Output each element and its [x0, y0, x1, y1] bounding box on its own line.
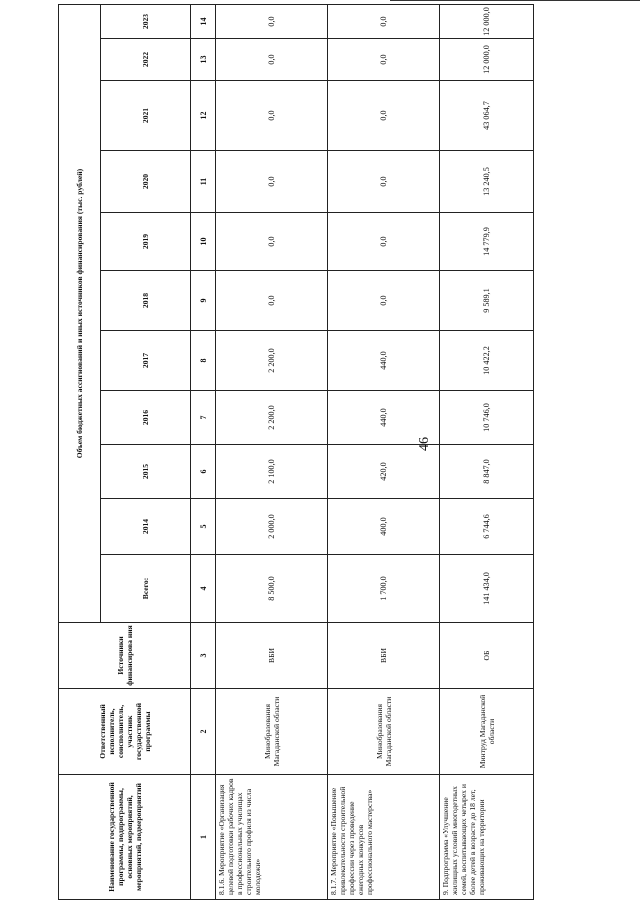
row-year-value: 0,0 — [328, 81, 440, 151]
header-year: 2017 — [101, 331, 191, 391]
row-year-value: 2 200,0 — [216, 391, 328, 445]
column-number: 11 — [191, 151, 216, 213]
row-executor: Минобразования Магаданской области — [216, 689, 328, 775]
column-number: 12 — [191, 81, 216, 151]
row-year-value: 0,0 — [328, 151, 440, 213]
header-year: 2014 — [101, 499, 191, 555]
column-number: 6 — [191, 445, 216, 499]
page-number: 46 — [417, 437, 432, 451]
row-total: 141 434,0 — [440, 555, 534, 623]
budget-table — [58, 4, 534, 900]
header-total: Всего: — [101, 555, 191, 623]
row-year-value: 0,0 — [328, 4, 440, 38]
column-number: 14 — [191, 4, 216, 38]
row-year-value: 14 779,9 — [440, 213, 534, 271]
header-year: 2016 — [101, 391, 191, 445]
column-number: 1 — [191, 775, 216, 900]
row-year-value: 0,0 — [328, 271, 440, 331]
table-row — [440, 4, 534, 899]
column-numbers-row — [191, 4, 216, 899]
rotated-table-container — [58, 5, 533, 900]
row-total: 8 500,0 — [216, 555, 328, 623]
column-number: 7 — [191, 391, 216, 445]
header-year: 2021 — [101, 81, 191, 151]
row-year-value: 10 746,0 — [440, 391, 534, 445]
header-year: 2019 — [101, 213, 191, 271]
row-year-value: 2 200,0 — [216, 331, 328, 391]
header-row-caption — [59, 4, 101, 899]
header-year: 2020 — [101, 151, 191, 213]
column-number: 13 — [191, 39, 216, 81]
row-year-value: 6 744,6 — [440, 499, 534, 555]
table-row — [328, 4, 440, 899]
header-volume-caption: Объем бюджетных ассигнований и иных источников финансирования (тыс. рублей) — [59, 4, 101, 622]
row-executor: Минтруд Магаданской области — [440, 689, 534, 775]
row-program-name: 8.1.6. Мероприятие «Организация целевой подготовки рабочих кадров в профессиональных училищах строительного профиля из числа молодежи» — [216, 775, 328, 900]
row-year-value: 12 000,0 — [440, 4, 534, 38]
row-program-name: 9. Подпрограмма «Улучшение жилищных условий многодетных семей, воспитывающих четырех и более детей в возрасте до 18 лет, проживающих на территории — [440, 775, 534, 900]
row-year-value: 0,0 — [328, 213, 440, 271]
header-program-name: Наименование государственной программы, подпрограммы, основных мероприятий, мероприятий, подмероприятий — [59, 775, 191, 900]
column-number: 3 — [191, 623, 216, 689]
top-right-edge-line — [390, 0, 640, 1]
row-year-value: 0,0 — [328, 39, 440, 81]
column-number: 9 — [191, 271, 216, 331]
column-number: 8 — [191, 331, 216, 391]
row-funding-source: ВБИ — [328, 623, 440, 689]
row-year-value: 8 847,0 — [440, 445, 534, 499]
row-funding-source: ОБ — [440, 623, 534, 689]
row-year-value: 12 000,0 — [440, 39, 534, 81]
row-year-value: 440,0 — [328, 391, 440, 445]
row-year-value: 9 589,1 — [440, 271, 534, 331]
row-year-value: 400,0 — [328, 499, 440, 555]
row-program-name: 8.1.7. Мероприятие «Повышение привлекательности строительной профессии через проведение ежегодных конкурсов профессионального мастерства» — [328, 775, 440, 900]
row-year-value: 10 422,2 — [440, 331, 534, 391]
row-year-value: 2 100,0 — [216, 445, 328, 499]
header-year: 2023 — [101, 4, 191, 38]
row-year-value: 43 064,7 — [440, 81, 534, 151]
column-number: 4 — [191, 555, 216, 623]
column-number: 10 — [191, 213, 216, 271]
header-funding-source: Источники финансирова ния — [59, 623, 191, 689]
row-year-value: 0,0 — [216, 81, 328, 151]
row-year-value: 2 000,0 — [216, 499, 328, 555]
row-year-value: 440,0 — [328, 331, 440, 391]
row-year-value: 0,0 — [216, 39, 328, 81]
row-year-value: 420,0 — [328, 445, 440, 499]
header-executor: Ответственный исполнитель, соисполнитель, участник государственной программы — [59, 689, 191, 775]
row-year-value: 0,0 — [216, 151, 328, 213]
column-number: 2 — [191, 689, 216, 775]
row-funding-source: ВБИ — [216, 623, 328, 689]
header-year: 2022 — [101, 39, 191, 81]
row-executor: Минобразования Магаданской области — [328, 689, 440, 775]
row-year-value: 0,0 — [216, 271, 328, 331]
row-year-value: 0,0 — [216, 213, 328, 271]
column-number: 5 — [191, 499, 216, 555]
row-total: 1 700,0 — [328, 555, 440, 623]
header-year: 2015 — [101, 445, 191, 499]
header-year: 2018 — [101, 271, 191, 331]
table-row — [216, 4, 328, 899]
row-year-value: 13 240,5 — [440, 151, 534, 213]
row-year-value: 0,0 — [216, 4, 328, 38]
